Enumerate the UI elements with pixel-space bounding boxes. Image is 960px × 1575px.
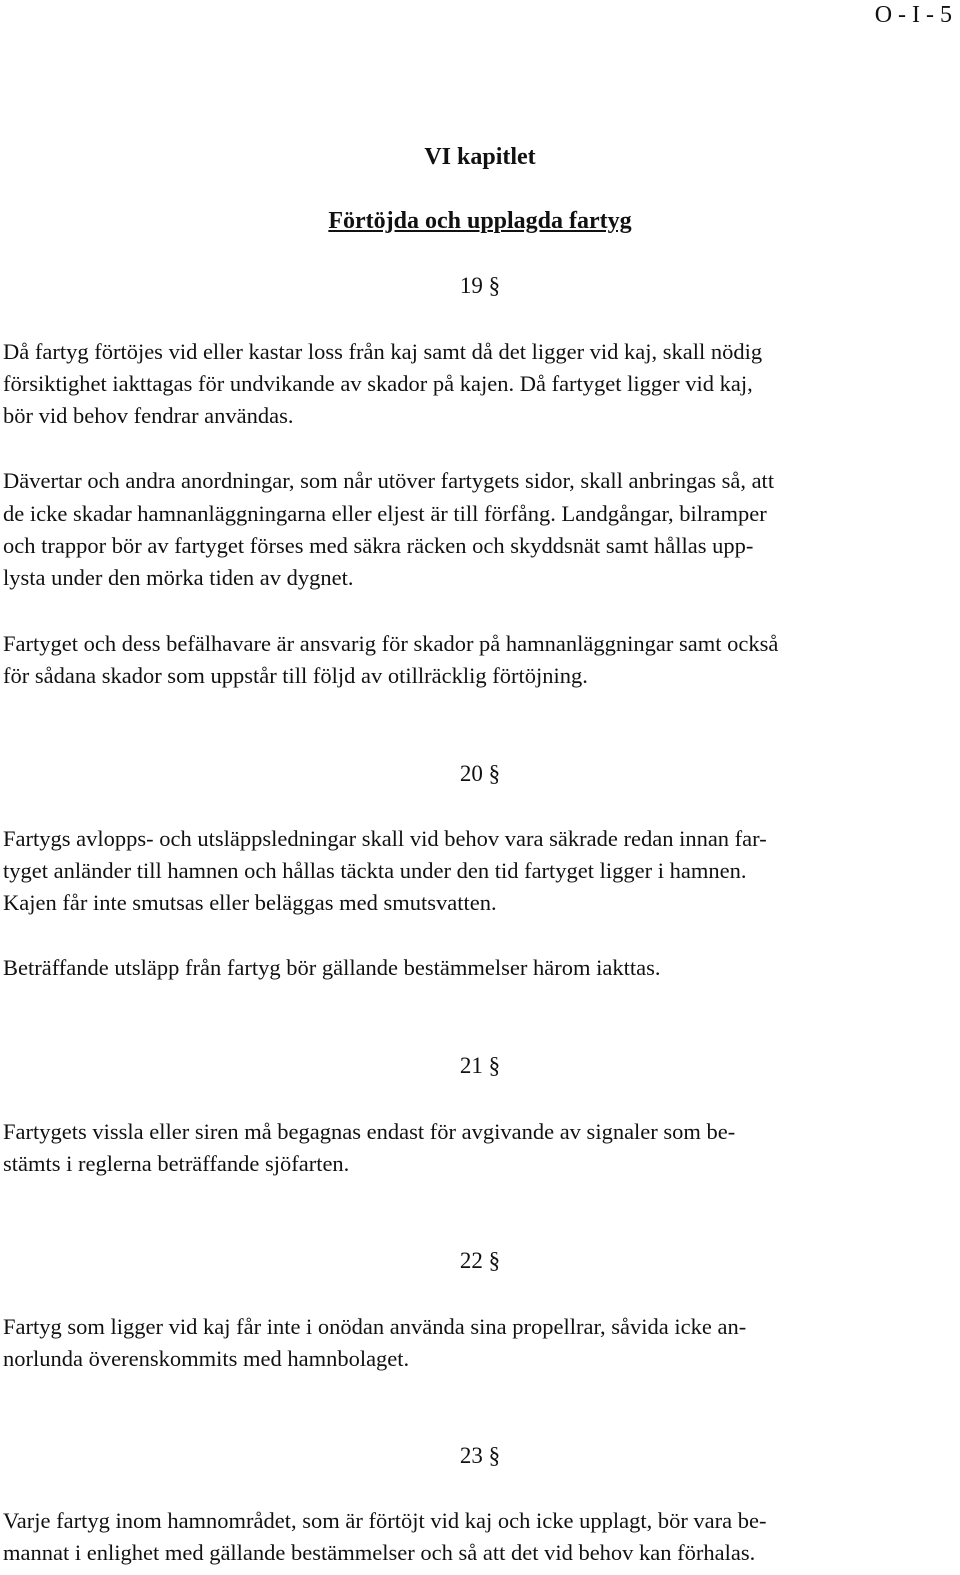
text-line: bör vid behov fendrar användas. bbox=[3, 403, 294, 428]
text-line: Då fartyg förtöjes vid eller kastar loss från kaj samt då det ligger vid kaj, skall nödig bbox=[3, 339, 763, 364]
section-number-23: 23 § bbox=[459, 1443, 501, 1468]
chapter-title: VI kapitlet bbox=[424, 144, 536, 170]
text-line: Fartygs avlopps- och utsläppsledningar skall vid behov vara säkrade redan innan far- bbox=[3, 826, 767, 851]
text-line: Fartyg som ligger vid kaj får inte i onödan använda sina propellrar, såvida icke an- bbox=[3, 1314, 747, 1339]
text-line: Fartyget och dess befälhavare är ansvarig för skador på hamnanläggningar samt också bbox=[3, 631, 779, 656]
text-line: Fartygets vissla eller siren må begagnas endast för avgivande av signaler som be- bbox=[3, 1119, 736, 1144]
section-number-19: 19 § bbox=[459, 273, 501, 298]
text-line: norlunda överenskommits med hamnbolaget. bbox=[3, 1346, 410, 1371]
text-line: och trappor bör av fartyget förses med säkra räcken och skyddsnät samt hållas upp- bbox=[3, 533, 754, 558]
text-line: Kajen får inte smutsas eller beläggas med smutsvatten. bbox=[3, 890, 497, 915]
section-number-20: 20 § bbox=[459, 761, 501, 786]
text-line: för sådana skador som uppstår till följd av otillräcklig förtöjning. bbox=[3, 663, 588, 688]
text-line: mannat i enlighet med gällande bestämmelser och så att det vid behov kan förhalas. bbox=[3, 1540, 756, 1565]
page-number: O - I - 5 bbox=[874, 2, 952, 28]
text-line: Beträffande utsläpp från fartyg bör gällande bestämmelser härom iakttas. bbox=[3, 955, 661, 980]
section-number-22: 22 § bbox=[459, 1248, 501, 1273]
text-line: försiktighet iakttagas för undvikande av skador på kajen. Då fartyget ligger vid kaj, bbox=[3, 371, 753, 396]
text-line: lysta under den mörka tiden av dygnet. bbox=[3, 565, 354, 590]
text-line: Dävertar och andra anordningar, som når utöver fartygets sidor, skall anbringas så, att bbox=[3, 468, 775, 493]
text-line: stämts i reglerna beträffande sjöfarten. bbox=[3, 1151, 350, 1176]
section-number-21: 21 § bbox=[459, 1053, 501, 1078]
text-line: tyget anländer till hamnen och hållas täckta under den tid fartyget ligger i hamnen. bbox=[3, 858, 747, 883]
text-line: Varje fartyg inom hamnområdet, som är förtöjt vid kaj och icke upplagt, bör vara be- bbox=[3, 1508, 767, 1533]
text-line: de icke skadar hamnanläggningarna eller eljest är till förfång. Landgångar, bilramper bbox=[3, 501, 767, 526]
section-heading: Förtöjda och upplagda fartyg bbox=[328, 208, 632, 234]
